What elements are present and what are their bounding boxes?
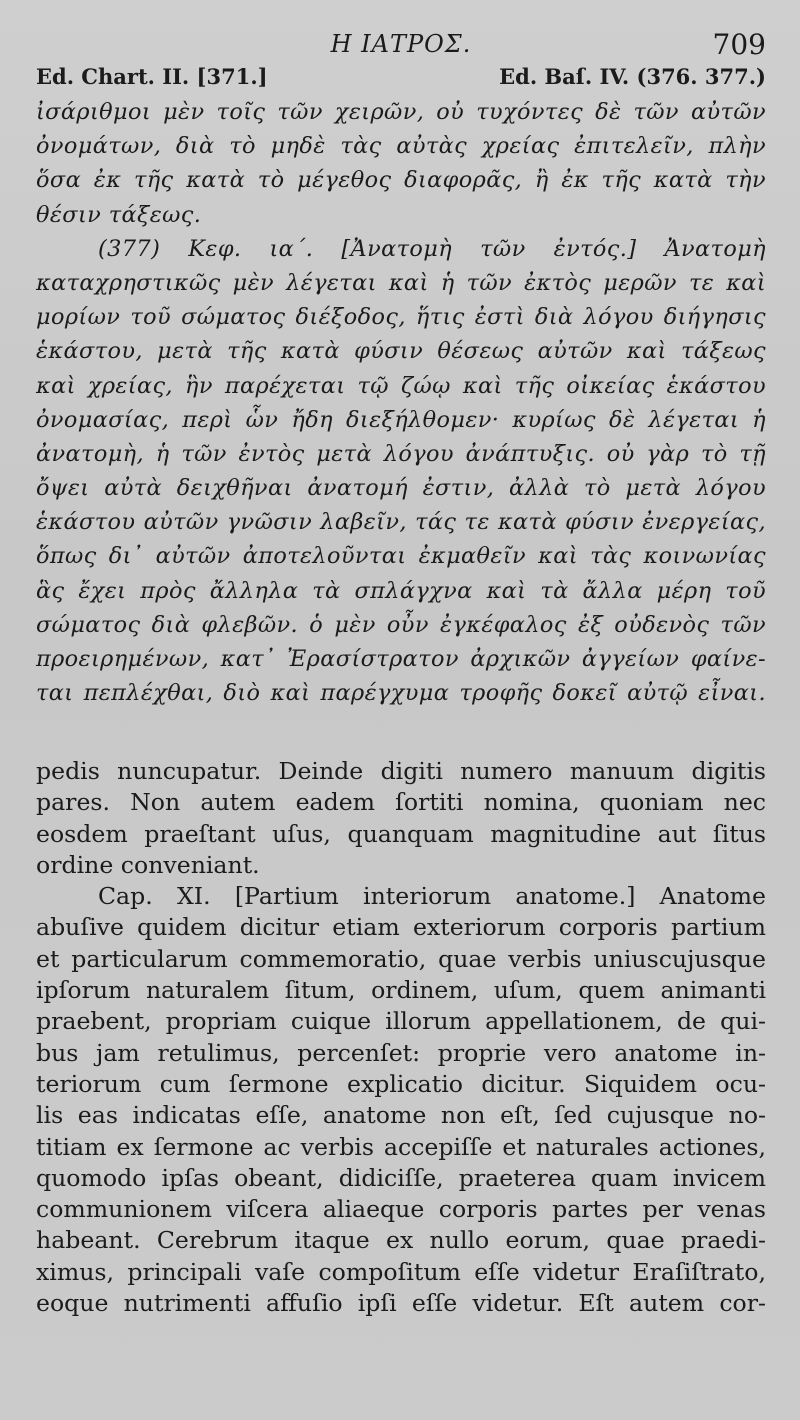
greek-line: ὀνομάτων, διὰ τὸ μηδὲ τὰς αὐτὰς χρείας ἐπιτελεῖν, πλὴν [36,133,766,160]
latin-line: lis eas indicatas eſſe, anatome non eſt, ſed cujusque no- [36,1101,766,1130]
latin-line: titiam ex ſermone ac verbis accepiſſe et naturales actiones, [36,1132,766,1161]
greek-line: ὀνομασίας, περὶ ὧν ἤδη διεξήλθομεν· κυρίως δὲ λέγεται ἡ [36,406,766,433]
page-number: 709 [712,28,766,61]
greek-line: καταχρηστικῶς μὲν λέγεται καὶ ἡ τῶν ἐκτὸς μερῶν τε καὶ [36,269,766,296]
greek-line: σώματος διὰ φλεβῶν. ὁ μὲν οὖν ἐγκέφαλος ἐξ οὐδενὸς τῶν [36,611,766,638]
latin-line: communionem viſcera aliaeque corporis partes per venas [36,1195,766,1224]
latin-line: praebent, propriam cuique illorum appellationem, de qui- [36,1007,766,1036]
greek-chapter-heading-line: (377) Κεφ. ια΄. [Ἀνατομὴ τῶν ἐντός.] Ἀνατομὴ [98,235,766,262]
edition-chart-ref: Ed. Chart. II. [371.] [36,64,268,89]
latin-line: pedis nuncupatur. Deinde digiti numero manuum digitis [36,757,766,785]
latin-line: ordine conveniant. [36,850,260,879]
latin-line: ximus, principali vaſe compoſitum eſſe videtur Eraſiſtrato, [36,1257,766,1286]
latin-line: habeant. Cerebrum itaque ex nullo eorum, quae praedi- [36,1226,766,1255]
latin-line: quomodo ipſas obeant, didiciſſe, praeterea quam invicem [36,1163,766,1192]
latin-text [36,756,766,1319]
latin-line: abuſive quidem dicitur etiam exteriorum corporis partium [36,913,766,942]
latin-chapter-heading-line: Cap. XI. [Partium interiorum anatome.] Anatome [98,882,766,911]
latin-line: et particularum commemoratio, quae verbis uniuscujusque [36,944,766,973]
page-header [36,28,766,64]
greek-line: μορίων τοῦ σώματος διέξοδος, ἥτις ἐστὶ διὰ λόγου διήγησις [36,304,766,331]
latin-line: teriorum cum ſermone explicatio dicitur. Siquidem ocu- [36,1069,766,1098]
greek-text [36,95,766,710]
edition-basel-ref: Ed. Baſ. IV. (376. 377.) [499,64,766,89]
edition-reference [36,64,766,94]
greek-line: ἃς ἔχει πρὸς ἄλληλα τὰ σπλάγχνα καὶ τὰ ἄλλα μέρη τοῦ [36,577,766,604]
latin-line: ipſorum naturalem ſitum, ordinem, uſum, quem animanti [36,976,766,1005]
greek-line: θέσιν τάξεως. [36,201,202,228]
greek-line: ἀνατομὴ, ἡ τῶν ἐντὸς μετὰ λόγου ἀνάπτυξις. οὐ γὰρ τὸ τῇ [36,440,766,467]
greek-line: ἑκάστου, μετὰ τῆς κατὰ φύσιν θέσεως αὐτῶν καὶ τάξεως [36,338,766,365]
greek-line: ὅσα ἐκ τῆς κατὰ τὸ μέγεθος διαφορᾶς, ἢ ἐκ τῆς κατὰ τὴν [36,167,766,194]
latin-line: pares. Non autem eadem ſortiti nomina, quoniam nec [36,788,766,817]
greek-line: ἑκάστου αὐτῶν γνῶσιν λαβεῖν, τάς τε κατὰ φύσιν ἐνεργείας, [36,509,766,536]
latin-line: eosdem praeſtant uſus, quanquam magnitudine aut ſitus [36,819,766,848]
greek-line: ὅπως δι᾽ αὐτῶν ἀποτελοῦνται ἐκμαθεῖν καὶ τὰς κοινωνίας [36,543,766,570]
latin-line: bus jam retulimus, percenſet: proprie vero anatome in- [36,1038,766,1067]
greek-line: ται πεπλέχθαι, διὸ καὶ παρέγχυμα τροφῆς δοκεῖ αὐτῷ εἶναι. [36,680,766,707]
running-title: Η ΙΑΤΡΟΣ. [330,30,472,58]
greek-line: καὶ χρείας, ἣν παρέχεται τῷ ζώῳ καὶ τῆς οἰκείας ἑκάστου [36,372,766,399]
greek-line: προειρημένων, κατ᾽ Ἐρασίστρατον ἀρχικῶν ἀγγείων φαίνε- [36,646,766,672]
greek-line: ὄψει αὐτὰ δειχθῆναι ἀνατομή ἐστιν, ἀλλὰ τὸ μετὰ λόγου [36,475,766,502]
latin-line: eoque nutrimenti affuſio ipſi eſſe videtur. Eſt autem cor- [36,1289,766,1318]
greek-line: ἰσάριθμοι μὲν τοῖς τῶν χειρῶν, οὐ τυχόντες δὲ τῶν αὐτῶν [36,99,766,125]
